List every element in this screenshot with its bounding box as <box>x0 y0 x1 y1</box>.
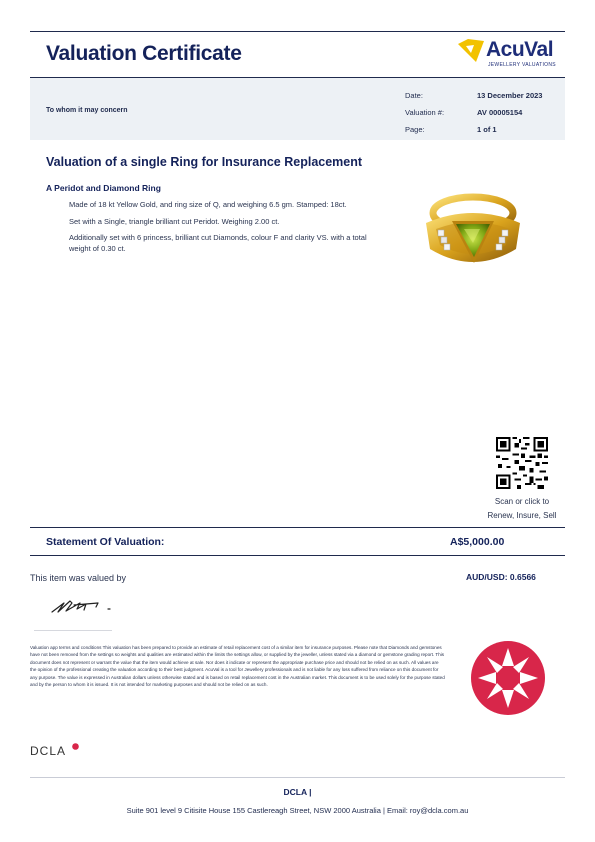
top-rule <box>30 31 565 32</box>
recipient-text: To whom it may concern <box>46 107 128 114</box>
dcla-seal-logo <box>470 640 546 716</box>
valuation-number-label: Valuation #: <box>405 108 445 117</box>
page-title: Valuation Certificate <box>46 42 242 65</box>
statement-bottom-rule <box>30 555 565 556</box>
dcla-logo-mark-icon <box>72 743 79 750</box>
acuval-gem-icon <box>456 38 486 64</box>
item-heading: Valuation of a single Ring for Insurance Replacement <box>46 155 363 169</box>
item-description-diamonds: Additionally set with 6 princess, brilliant cut Diamonds, colour F and clarity VS. with a total weight of 0.30 ct. <box>69 233 367 253</box>
item-name: A Peridot and Diamond Ring <box>46 183 161 193</box>
dcla-logo <box>30 742 90 756</box>
date-label: Date: <box>405 91 423 100</box>
terms-and-conditions: Valuation app terms and conditions This valuation has been prepared to provide an estimate of retail replacement cost of a similar item for insurance purposes. Please note that Diamonds and gemstones have not been removed from the settings so weights and qualities are estimated within the limits the settings allow, or supplied by the jeweller, unless stated via a diamond or gemstone grading report. This document does not represent or warrant the value that the item would achieve at sale. Nor does it indicate or represent the appropriate purchase price and should not be relied on as such. All values are the opinion of the professional creating the valuation according to their best judgment. AcuVal is a tool for Jewellery professionals and is not liable for any loss suffered from reliance on this document for any purpose. The value is expressed in Australian dollars unless otherwise stated and is based on retail replacement cost in the Australian market. This document is to be used solely for the purpose stated and by the person to whom it is issued. It is not intended for marketing purposes and should not be relied on as such. <box>30 645 445 688</box>
page-value: 1 of 1 <box>477 125 497 134</box>
page-label: Page: <box>405 125 425 134</box>
acuval-logo-tagline: JEWELLERY VALUATIONS <box>488 62 556 68</box>
footer-company-name: DCLA | <box>283 787 312 797</box>
signature-line <box>34 630 112 631</box>
exchange-rate: AUD/USD: 0.6566 <box>466 572 536 582</box>
valued-by-text: This item was valued by <box>30 573 127 583</box>
footer-address: Suite 901 level 9 Citisite House 155 Castlereagh Street, NSW 2000 Australia | Email: roy@dcla.com.au <box>126 806 469 815</box>
acuval-logo <box>456 38 566 72</box>
valuation-number-value: AV 00005154 <box>477 108 523 117</box>
statement-top-rule <box>30 527 565 528</box>
item-description-centre-stone: Set with a Single, triangle brilliant cut Peridot. Weighing 2.00 ct. <box>69 217 280 226</box>
qr-caption-line1: Scan or click to <box>494 497 550 506</box>
qr-code[interactable] <box>496 437 548 489</box>
footer-rule <box>30 777 565 778</box>
dcla-logo-text: DCLA <box>30 744 67 758</box>
date-value: 13 December 2023 <box>477 91 543 100</box>
item-description-metal: Made of 18 kt Yellow Gold, and ring size of Q, and weighing 6.5 gm. Stamped: 18ct. <box>69 200 347 209</box>
ring-photo <box>418 183 528 278</box>
statement-label: Statement Of Valuation: <box>46 536 165 548</box>
statement-value: A$5,000.00 <box>450 536 505 548</box>
acuval-logo-name: AcuVal <box>486 38 554 61</box>
valuer-signature <box>50 595 130 617</box>
qr-caption-line2: Renew, Insure, Sell <box>487 511 557 520</box>
